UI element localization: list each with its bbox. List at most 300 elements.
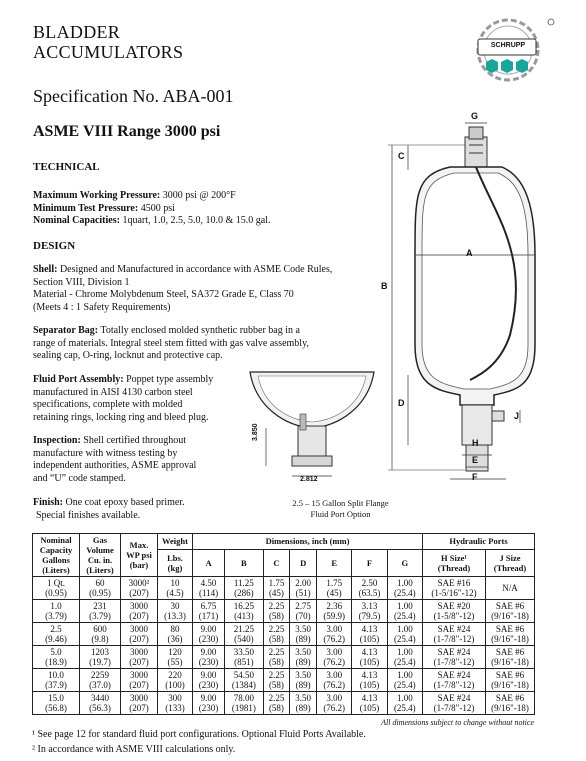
cell-dim-b-value: 21.25 — [233, 624, 254, 634]
cell-h-size-metric: (1-7/8"-12) — [433, 703, 475, 713]
min-test-value: 4500 psi — [140, 202, 175, 214]
dim-label-b: B — [381, 281, 388, 291]
cell-h-size-metric: (1-7/8"-12) — [433, 680, 475, 690]
finish-paragraph — [33, 497, 263, 522]
th-dim-f: F — [352, 549, 387, 576]
cell-dim-g-value: 1.00 — [396, 578, 413, 588]
cell-dim-f-value: 4.13 — [361, 693, 378, 703]
cell-gas-volume-value: 2259 — [91, 670, 109, 680]
port-label: Fluid Port Assembly: — [33, 374, 124, 385]
cell-gas-volume — [80, 600, 121, 623]
table-row — [33, 600, 535, 623]
cell-max-wp — [121, 600, 158, 623]
cell-dim-b-value: 54.50 — [233, 670, 254, 680]
cell-dim-b-value: 11.25 — [233, 578, 254, 588]
cell-dim-f-value: 4.13 — [361, 670, 378, 680]
cell-dim-d-value: 2.75 — [295, 601, 312, 611]
cell-max-wp — [121, 646, 158, 669]
cell-weight-metric: (55) — [167, 657, 183, 667]
cell-j-size-value: SAE #6 — [495, 647, 525, 657]
shell-text: Designed and Manufactured in accordance with ASME Code Rules, Section VIII, Division 1 — [33, 264, 333, 288]
cell-max-wp-value: 3000 — [130, 693, 148, 703]
cell-dim-c-metric: (58) — [268, 703, 284, 713]
cell-capacity-metric: (37.9) — [45, 680, 67, 690]
cell-dim-d — [290, 646, 317, 669]
dim-label-d: D — [398, 398, 405, 408]
cell-capacity — [33, 623, 80, 646]
cell-dim-d — [290, 669, 317, 692]
cell-max-wp-metric: (207) — [129, 611, 149, 621]
cell-j-size — [486, 646, 535, 669]
cell-dim-f — [352, 669, 387, 692]
cell-weight-value: 30 — [170, 601, 180, 611]
cell-dim-c-metric: (45) — [268, 588, 284, 598]
inspection-paragraph — [33, 435, 263, 485]
cell-dim-b-metric: (540) — [234, 634, 254, 644]
cell-dim-e-value: 1.75 — [326, 578, 343, 588]
cell-dim-f-metric: (105) — [359, 634, 380, 644]
dim-3850: 3.850 — [252, 423, 259, 441]
cell-dim-f-value: 3.13 — [361, 601, 378, 611]
cell-max-wp-metric: (207) — [129, 680, 149, 690]
cell-dim-f-value: 4.13 — [361, 624, 378, 634]
cell-dim-b — [225, 646, 264, 669]
cell-gas-volume-value: 600 — [93, 624, 107, 634]
table-row — [33, 623, 535, 646]
gear-logo-icon — [458, 18, 558, 88]
cell-dim-b-metric: (286) — [234, 588, 254, 598]
cell-dim-d-value: 3.50 — [295, 670, 312, 680]
capacities-label: Nominal Capacities: — [33, 215, 120, 226]
dim-label-a: A — [466, 248, 473, 258]
cell-capacity-metric: (3.79) — [45, 611, 67, 621]
cell-dim-a-value: 6.75 — [200, 601, 217, 611]
cell-capacity-value: 2.5 — [50, 624, 62, 634]
cell-h-size-metric: (1-5/16"-12) — [431, 588, 477, 598]
cell-dim-g — [387, 692, 422, 715]
range-title: ASME VIII Range 3000 psi — [33, 123, 221, 140]
cell-j-size-metric: (9/16"-18) — [491, 611, 529, 621]
cell-h-size — [423, 646, 486, 669]
cell-dim-g — [387, 577, 422, 600]
cell-dim-g-value: 1.00 — [396, 647, 413, 657]
cell-max-wp-metric: (207) — [129, 703, 149, 713]
cell-dim-a-metric: (230) — [198, 634, 219, 644]
cell-gas-volume — [80, 669, 121, 692]
cell-gas-volume-value: 231 — [93, 601, 107, 611]
cell-h-size-metric: (1-7/8"-12) — [433, 657, 475, 667]
port-text-1: Poppet type assembly — [126, 374, 214, 385]
cell-dim-g — [387, 646, 422, 669]
shell-safety: (Meets 4 : 1 Safety Requirements) — [33, 301, 171, 313]
table-row — [33, 646, 535, 669]
th-weight-unit: Lbs. (kg) — [158, 549, 193, 576]
dim-label-c: C — [398, 151, 405, 161]
cell-gas-volume-value: 1203 — [91, 647, 109, 657]
cell-capacity-value: 1.0 — [50, 601, 62, 611]
cell-dim-c-value: 2.25 — [268, 601, 285, 611]
th-h-size: H Size¹ (Thread) — [423, 549, 486, 576]
cell-j-size-value: SAE #6 — [495, 693, 525, 703]
cell-weight-metric: (100) — [165, 680, 185, 690]
shell-paragraph — [33, 264, 363, 314]
cell-dim-d-value: 2.00 — [295, 578, 312, 588]
cell-dim-e — [317, 692, 352, 715]
cell-dim-e-metric: (45) — [326, 588, 342, 598]
cell-j-size-metric: (9/16"-18) — [491, 680, 529, 690]
cell-j-size-metric: (9/16"-18) — [491, 657, 529, 667]
cell-max-wp — [121, 669, 158, 692]
cell-dim-c-value: 2.25 — [268, 670, 285, 680]
caption-line-1: 2.5 – 15 Gallon Split Flange — [292, 498, 389, 508]
cell-capacity-value: 5.0 — [50, 647, 62, 657]
cell-h-size — [423, 577, 486, 600]
cell-dim-a — [193, 623, 225, 646]
cell-gas-volume-metric: (56.3) — [89, 703, 111, 713]
cell-max-wp — [121, 623, 158, 646]
accumulator-drawing — [370, 105, 540, 495]
cell-dim-f-value: 4.13 — [361, 647, 378, 657]
cell-dim-e-value: 3.00 — [326, 670, 343, 680]
cell-dim-c-metric: (58) — [268, 611, 284, 621]
port-text-4: retaining rings, locking ring and bleed plug. — [33, 411, 209, 423]
cell-capacity — [33, 646, 80, 669]
cell-weight — [158, 669, 193, 692]
cell-dim-a-metric: (114) — [198, 588, 219, 598]
cell-dim-c-metric: (58) — [268, 634, 284, 644]
dim-label-f: F — [472, 472, 478, 482]
cell-h-size-value: SAE #24 — [437, 647, 471, 657]
finish-text-2: Special finishes available. — [36, 509, 141, 521]
th-nominal: Nominal Capacity Gallons (Liters) — [33, 534, 80, 577]
cell-dim-f-value: 2.50 — [361, 578, 378, 588]
cell-max-wp-metric: (207) — [129, 657, 149, 667]
cell-h-size-value: SAE #24 — [437, 624, 471, 634]
cell-dim-d-metric: (89) — [295, 703, 311, 713]
cell-dim-c-value: 2.25 — [268, 647, 285, 657]
th-dim-e: E — [317, 549, 352, 576]
cell-gas-volume-value: 60 — [95, 578, 105, 588]
cell-dim-f-metric: (105) — [359, 680, 380, 690]
cell-dim-g-metric: (25.4) — [393, 703, 416, 713]
cell-dim-e — [317, 577, 352, 600]
cell-capacity — [33, 577, 80, 600]
cell-h-size-value: SAE #24 — [437, 670, 471, 680]
cell-dim-g-value: 1.00 — [396, 693, 413, 703]
cell-dim-e-metric: (76.2) — [323, 703, 346, 713]
cell-dim-c — [263, 692, 290, 715]
cell-dim-e-value: 3.00 — [326, 693, 343, 703]
cell-dim-d-metric: (89) — [295, 657, 311, 667]
cell-dim-a — [193, 692, 225, 715]
cell-max-wp — [121, 692, 158, 715]
cell-dim-a-metric: (230) — [198, 703, 219, 713]
cell-h-size — [423, 692, 486, 715]
th-dim-b: B — [225, 549, 264, 576]
cell-dim-g-value: 1.00 — [396, 670, 413, 680]
cell-capacity — [33, 669, 80, 692]
cell-dim-g-value: 1.00 — [396, 601, 413, 611]
cell-max-wp-value: 3000 — [130, 647, 148, 657]
cell-h-size-value: SAE #16 — [437, 578, 471, 588]
cell-dim-e — [317, 600, 352, 623]
cell-dim-b-metric: (413) — [234, 611, 254, 621]
cell-dim-f-metric: (105) — [359, 703, 380, 713]
table-row — [33, 577, 535, 600]
cell-dim-c — [263, 646, 290, 669]
cell-max-wp-value: 3000 — [130, 601, 148, 611]
cell-max-wp — [121, 577, 158, 600]
cell-dim-c — [263, 577, 290, 600]
cell-max-wp-value: 3000 — [130, 624, 148, 634]
cell-dim-g-metric: (25.4) — [393, 588, 416, 598]
cell-dim-b-metric: (1981) — [231, 703, 256, 713]
cell-gas-volume — [80, 623, 121, 646]
cell-dim-f — [352, 600, 387, 623]
cell-dim-a-value: 9.00 — [200, 670, 217, 680]
cell-max-wp-value: 3000 — [130, 670, 148, 680]
cell-dim-a-value: 9.00 — [200, 624, 217, 634]
cell-dim-e-metric: (76.2) — [323, 657, 346, 667]
cell-dim-b-value: 16.25 — [233, 601, 254, 611]
cell-dim-f — [352, 692, 387, 715]
shell-label: Shell: — [33, 264, 58, 275]
cell-dim-b — [225, 600, 264, 623]
company-line-2: ACCUMULATORS — [33, 42, 184, 62]
split-flange-drawing — [248, 368, 376, 493]
cell-dim-b — [225, 577, 264, 600]
cell-dim-d — [290, 577, 317, 600]
cell-weight-metric: (133) — [165, 703, 185, 713]
cell-dim-e-metric: (76.2) — [323, 680, 346, 690]
cell-dim-e — [317, 646, 352, 669]
cell-capacity-metric: (9.46) — [45, 634, 67, 644]
cell-dim-a — [193, 669, 225, 692]
cell-dim-d — [290, 692, 317, 715]
dim-2812: 2.812 — [300, 476, 318, 483]
cell-weight-metric: (13.3) — [164, 611, 186, 621]
cell-h-size-metric: (1-5/8"-12) — [433, 611, 475, 621]
cell-dim-c — [263, 669, 290, 692]
cell-dim-g-metric: (25.4) — [393, 657, 416, 667]
cell-dim-d-metric: (70) — [295, 611, 311, 621]
cell-weight-metric: (4.5) — [166, 588, 184, 598]
cell-dim-a-value: 9.00 — [200, 693, 217, 703]
cell-weight-value: 120 — [168, 647, 182, 657]
table-row — [33, 692, 535, 715]
cell-dim-f-metric: (79.5) — [358, 611, 381, 621]
inspection-text-2: manufacture with witness testing by — [33, 447, 178, 459]
port-text-2: manufactured in AISI 4130 carbon steel — [33, 386, 193, 398]
spec-table — [32, 533, 535, 715]
caption-line-2: Fluid Port Option — [310, 509, 371, 519]
cell-dim-b-metric: (1384) — [231, 680, 256, 690]
cell-dim-c-metric: (58) — [268, 657, 284, 667]
cell-gas-volume-value: 3440 — [91, 693, 109, 703]
cell-dim-g — [387, 669, 422, 692]
table-row — [33, 669, 535, 692]
cell-gas-volume-metric: (3.79) — [89, 611, 111, 621]
cell-weight — [158, 692, 193, 715]
cell-capacity-metric: (56.8) — [45, 703, 67, 713]
min-test-label: Minimum Test Pressure: — [33, 202, 139, 214]
bag-text: Totally enclosed molded synthetic rubber bag in a range of materials. Integral steel stem fitted with gas valve assembly, sealing cap, O-ring, locknut and protective cap. — [33, 325, 309, 361]
cell-dim-a-value: 9.00 — [200, 647, 217, 657]
cell-max-wp-metric: (207) — [129, 588, 149, 598]
cell-dim-c-metric: (58) — [268, 680, 284, 690]
cell-weight-value: 80 — [170, 624, 180, 634]
cell-dim-a-value: 4.50 — [200, 578, 217, 588]
inspection-text-4: and “U” code stamped. — [33, 472, 126, 484]
inspection-text-3: independent authorities, ASME approval — [33, 460, 197, 471]
technical-block — [33, 190, 363, 228]
cell-h-size — [423, 623, 486, 646]
cell-max-wp-value: 3000² — [128, 578, 150, 588]
bag-label: Separator Bag: — [33, 325, 99, 336]
cell-h-size-value: SAE #20 — [437, 601, 471, 611]
cell-dim-f — [352, 623, 387, 646]
schrupp-logo — [458, 18, 558, 88]
cell-dim-c-value: 2.25 — [268, 624, 285, 634]
cell-dim-b — [225, 669, 264, 692]
cell-dim-d-value: 3.50 — [295, 693, 312, 703]
dim-label-g: G — [471, 111, 479, 121]
cell-gas-volume-metric: (0.95) — [89, 588, 111, 598]
th-hydraulic: Hydraulic Ports — [423, 534, 535, 550]
max-pressure-label: Maximum Working Pressure: — [33, 190, 161, 201]
cell-dim-b-metric: (851) — [234, 657, 254, 667]
company-line-1: BLADDER — [33, 22, 121, 42]
cell-dim-c-value: 2.25 — [268, 693, 285, 703]
cell-dim-f — [352, 577, 387, 600]
cell-j-size-value: SAE #6 — [495, 601, 525, 611]
cell-j-size-metric: (9/16"-18) — [491, 703, 529, 713]
max-pressure-value: 3000 psi @ 200°F — [162, 190, 236, 201]
cell-j-size — [486, 669, 535, 692]
cell-dim-g — [387, 623, 422, 646]
port-paragraph — [33, 374, 263, 424]
cell-j-size — [486, 623, 535, 646]
cell-max-wp-metric: (207) — [129, 634, 149, 644]
cell-dim-b-value: 78.00 — [233, 693, 254, 703]
cell-capacity-metric: (0.95) — [45, 588, 67, 598]
th-dim-d: D — [290, 549, 317, 576]
finish-label: Finish: — [33, 497, 64, 508]
cell-dim-f-metric: (63.5) — [358, 588, 381, 598]
th-dim-g: G — [387, 549, 422, 576]
cell-dim-f — [352, 646, 387, 669]
cell-dim-e-metric: (59.9) — [323, 611, 346, 621]
dim-label-h: H — [472, 438, 479, 448]
cell-dim-e-value: 3.00 — [326, 624, 343, 634]
cell-capacity — [33, 600, 80, 623]
technical-heading: TECHNICAL — [33, 161, 100, 173]
cell-j-size — [486, 577, 535, 600]
inspection-label: Inspection: — [33, 435, 81, 446]
footnote-1: ¹ See page 12 for standard fluid port configurations. Optional Fluid Ports Available. — [32, 729, 366, 740]
cell-h-size-metric: (1-7/8"-12) — [433, 634, 475, 644]
table-note: All dimensions subject to change without notice — [381, 718, 534, 727]
cell-dim-b-value: 33.50 — [233, 647, 254, 657]
cell-dim-g-value: 1.00 — [396, 624, 413, 634]
cell-dim-c-value: 1.75 — [268, 578, 285, 588]
cell-dim-a-metric: (230) — [198, 680, 219, 690]
cell-capacity-metric: (18.9) — [45, 657, 67, 667]
cell-h-size-value: SAE #24 — [437, 693, 471, 703]
finish-text-1: One coat epoxy based primer. — [65, 497, 185, 508]
logo-text: SCHRUPP — [490, 42, 526, 49]
cell-dim-b — [225, 692, 264, 715]
dim-label-e: E — [472, 455, 479, 465]
cell-dim-e — [317, 669, 352, 692]
cell-j-size — [486, 692, 535, 715]
cell-j-size-value: N/A — [502, 583, 518, 593]
cell-dim-g-metric: (25.4) — [393, 611, 416, 621]
cell-dim-e — [317, 623, 352, 646]
cell-capacity-value: 15.0 — [48, 693, 64, 703]
cell-weight-value: 10 — [170, 578, 180, 588]
cell-j-size-value: SAE #6 — [495, 670, 525, 680]
th-dimensions: Dimensions, inch (mm) — [193, 534, 423, 550]
cell-weight-value: 220 — [168, 670, 182, 680]
cell-gas-volume-metric: (9.8) — [91, 634, 109, 644]
th-weight: Weight — [158, 534, 193, 550]
cell-j-size-value: SAE #6 — [495, 624, 525, 634]
cell-dim-e-value: 2.36 — [326, 601, 343, 611]
cell-capacity-value: 1 Qt. — [47, 578, 65, 588]
cell-gas-volume — [80, 646, 121, 669]
cell-dim-g — [387, 600, 422, 623]
design-heading: DESIGN — [33, 240, 76, 252]
cell-dim-f-metric: (105) — [359, 657, 380, 667]
cell-dim-e-value: 3.00 — [326, 647, 343, 657]
footnote-2: ² In accordance with ASME VIII calculations only. — [32, 744, 236, 755]
port-text-3: specifications, complete with molded — [33, 399, 183, 410]
cell-j-size — [486, 600, 535, 623]
cell-gas-volume — [80, 577, 121, 600]
cell-weight — [158, 600, 193, 623]
cell-dim-d — [290, 600, 317, 623]
cell-dim-d-value: 3.50 — [295, 647, 312, 657]
company-title — [33, 22, 183, 62]
cell-capacity-value: 10.0 — [48, 670, 64, 680]
cell-h-size — [423, 600, 486, 623]
cell-dim-a-metric: (230) — [198, 657, 219, 667]
cell-weight — [158, 646, 193, 669]
cell-weight-value: 300 — [168, 693, 182, 703]
cell-dim-d-metric: (51) — [295, 588, 311, 598]
cell-dim-b — [225, 623, 264, 646]
bag-paragraph — [33, 325, 323, 363]
spec-number: Specification No. ABA-001 — [33, 86, 234, 106]
capacities-value: 1quart, 1.0, 2.5, 5.0, 10.0 & 15.0 gal. — [122, 215, 271, 226]
cell-dim-d-value: 3.50 — [295, 624, 312, 634]
shell-material: Material - Chrome Molybdenum Steel, SA372 Grade E, Class 70 — [33, 289, 294, 300]
th-j-size: J Size (Thread) — [486, 549, 535, 576]
cell-dim-a — [193, 600, 225, 623]
cell-dim-g-metric: (25.4) — [393, 634, 416, 644]
cell-j-size-metric: (9/16"-18) — [491, 634, 529, 644]
cell-dim-e-metric: (76.2) — [323, 634, 346, 644]
cell-dim-a — [193, 577, 225, 600]
cell-gas-volume — [80, 692, 121, 715]
cell-dim-c — [263, 600, 290, 623]
cell-dim-d-metric: (89) — [295, 680, 311, 690]
flange-caption — [258, 498, 423, 520]
cell-dim-c — [263, 623, 290, 646]
cell-dim-g-metric: (25.4) — [393, 680, 416, 690]
cell-gas-volume-metric: (19.7) — [89, 657, 111, 667]
